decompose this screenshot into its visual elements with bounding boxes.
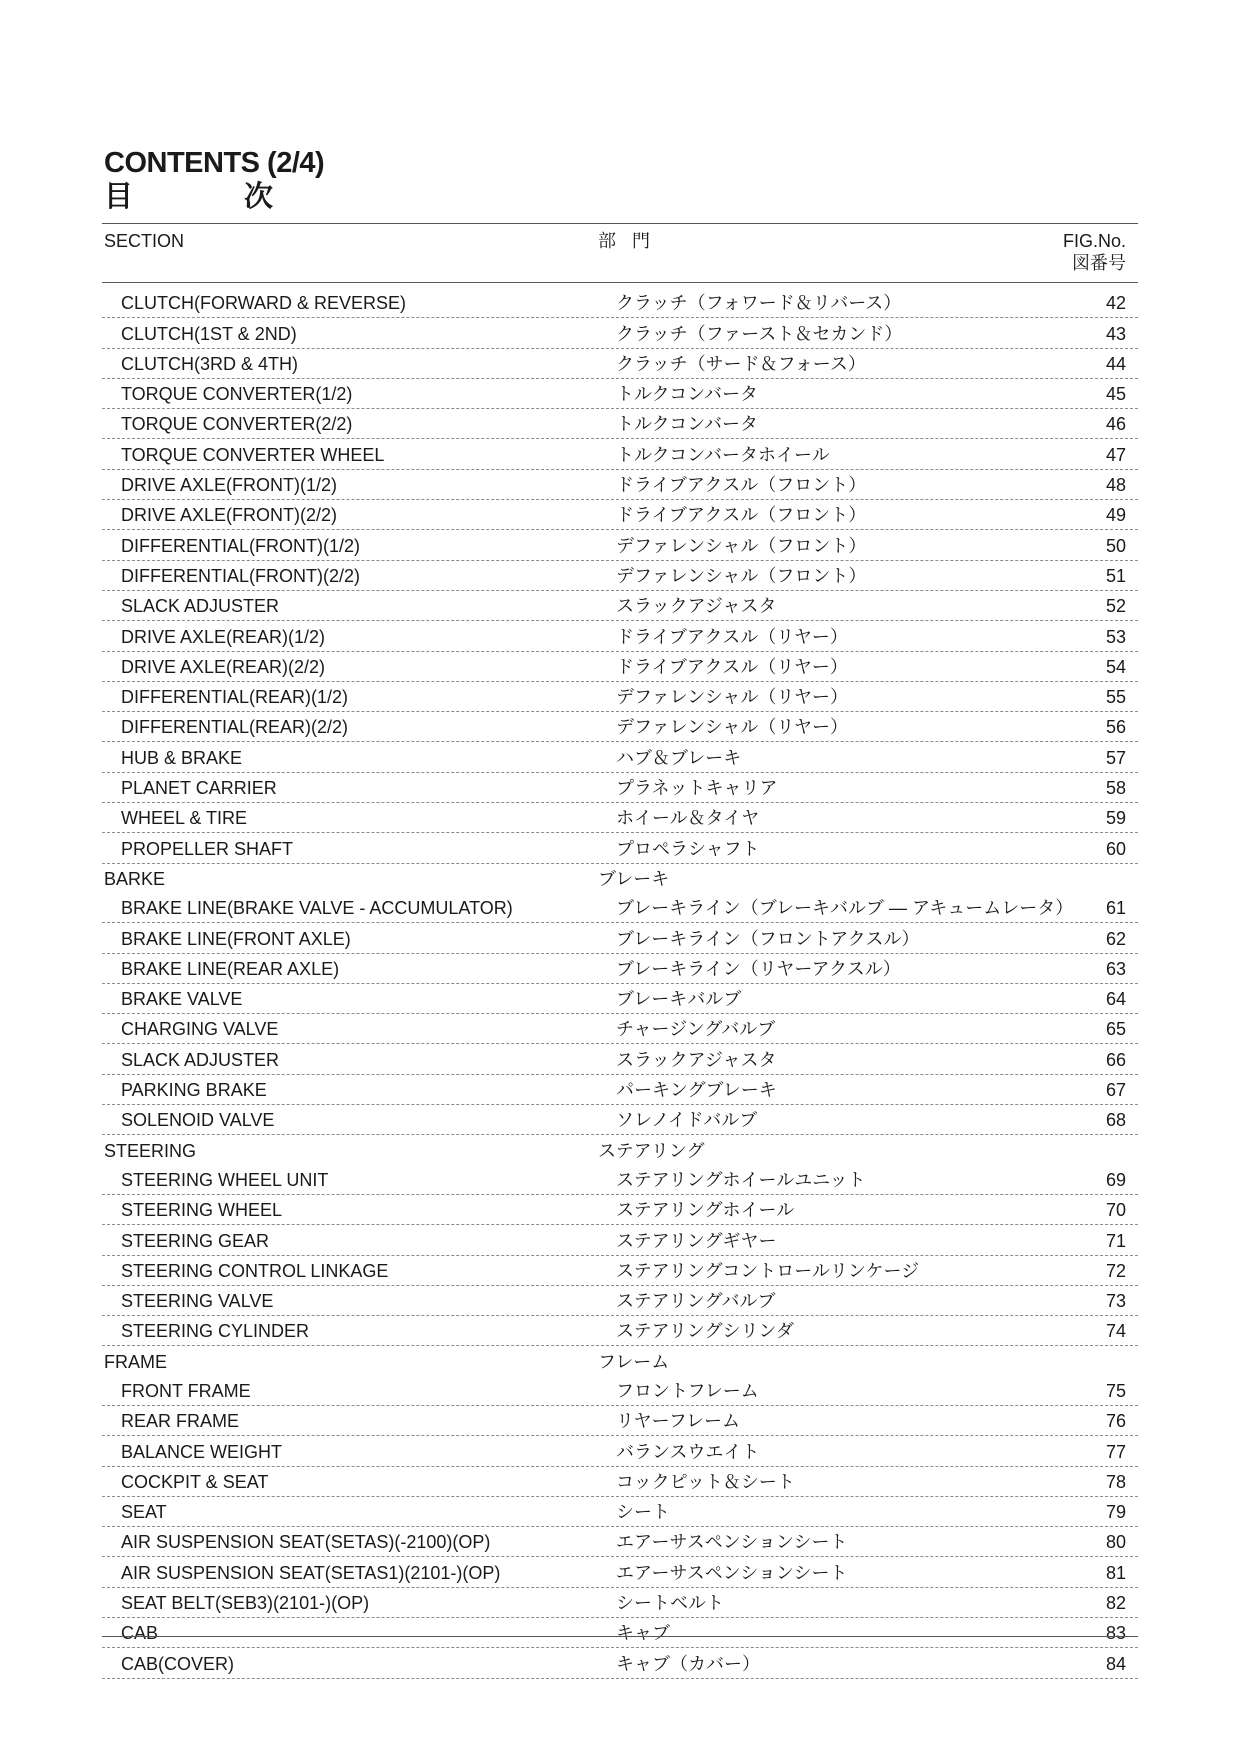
row-title-japanese: パーキングブレーキ <box>616 1080 777 1101</box>
row-fig-number: 49 <box>1105 505 1126 526</box>
row-title-english: CAB(COVER) <box>121 1653 235 1674</box>
row-title-english: DRIVE AXLE(REAR)(1/2) <box>121 626 326 647</box>
row-title-english: CHARGING VALVE <box>121 1019 279 1040</box>
row-title-japanese: ドライブアクスル（リヤー） <box>616 626 848 647</box>
row-title-english: AIR SUSPENSION SEAT(SETAS1)(2101-)(OP) <box>121 1562 501 1583</box>
row-title-english: BALANCE WEIGHT <box>121 1441 283 1462</box>
row-title-english: DRIVE AXLE(FRONT)(2/2) <box>121 505 338 526</box>
row-title-japanese: クラッチ（フォワード＆リバース） <box>616 293 902 314</box>
row-title-english: DIFFERENTIAL(REAR)(1/2) <box>121 687 349 708</box>
row-fig-number: 45 <box>1105 384 1126 405</box>
row-title-english: PROPELLER SHAFT <box>121 838 294 859</box>
contents-row <box>102 349 1138 379</box>
row-title-english: DRIVE AXLE(FRONT)(1/2) <box>121 475 338 496</box>
row-title-japanese: ホイール＆タイヤ <box>616 808 760 829</box>
row-title-english: BRAKE LINE(REAR AXLE) <box>121 958 340 979</box>
row-fig-number: 52 <box>1105 596 1126 617</box>
section-heading-row <box>102 864 1138 893</box>
row-title-english: DIFFERENTIAL(REAR)(2/2) <box>121 717 349 738</box>
row-title-japanese: エアーサスペンションシート <box>616 1562 848 1583</box>
contents-row <box>102 652 1138 682</box>
header-section: SECTION <box>104 231 185 251</box>
contents-row <box>102 682 1138 712</box>
row-fig-number: 72 <box>1105 1260 1126 1281</box>
contents-row <box>102 1588 1138 1618</box>
row-title-japanese: キャブ <box>616 1623 670 1644</box>
row-title-english: BRAKE LINE(BRAKE VALVE - ACCUMULATOR) <box>121 898 513 919</box>
contents-row <box>102 1286 1138 1316</box>
row-fig-number: 62 <box>1105 928 1126 949</box>
row-title-japanese: デファレンシャル（フロント） <box>616 535 867 556</box>
row-fig-number: 47 <box>1105 444 1126 465</box>
row-fig-number: 55 <box>1105 687 1126 708</box>
row-title-english: FRAME <box>104 1351 167 1372</box>
row-title-english: DIFFERENTIAL(FRONT)(1/2) <box>121 535 361 556</box>
row-fig-number: 53 <box>1105 626 1126 647</box>
page-title <box>104 146 384 214</box>
row-fig-number: 74 <box>1105 1321 1126 1342</box>
row-fig-number: 75 <box>1105 1380 1126 1401</box>
row-title-japanese: ステアリングバルブ <box>616 1291 776 1312</box>
row-title-english: DRIVE AXLE(REAR)(2/2) <box>121 656 326 677</box>
row-title-japanese: フロントフレーム <box>616 1380 759 1401</box>
row-title-japanese: リヤーフレーム <box>616 1411 741 1432</box>
row-fig-number: 43 <box>1105 323 1126 344</box>
contents-row <box>102 1165 1138 1195</box>
contents-row <box>102 1256 1138 1286</box>
row-fig-number: 79 <box>1105 1502 1126 1523</box>
contents-row <box>102 954 1138 984</box>
row-fig-number: 51 <box>1105 565 1126 586</box>
section-heading-row <box>102 1346 1138 1375</box>
contents-row <box>102 379 1138 409</box>
row-title-english: STEERING CONTROL LINKAGE <box>121 1260 389 1281</box>
contents-row <box>102 621 1138 651</box>
contents-row <box>102 893 1138 923</box>
row-title-japanese: トルクコンバータホイール <box>616 444 830 465</box>
row-title-japanese: プラネットキャリア <box>616 778 778 799</box>
row-fig-number: 70 <box>1105 1200 1126 1221</box>
header-bumon <box>598 230 666 252</box>
row-title-english: TORQUE CONVERTER(2/2) <box>121 414 353 435</box>
row-title-japanese: チャージングバルブ <box>616 1019 776 1040</box>
row-title-japanese: ドライブアクスル（リヤー） <box>616 656 848 677</box>
row-fig-number: 56 <box>1105 717 1126 738</box>
row-fig-number: 84 <box>1105 1653 1126 1674</box>
row-title-english: AIR SUSPENSION SEAT(SETAS)(-2100)(OP) <box>121 1532 491 1553</box>
row-fig-number: 78 <box>1105 1471 1126 1492</box>
contents-row <box>102 1376 1138 1406</box>
row-title-english: SLACK ADJUSTER <box>121 596 280 617</box>
row-fig-number: 50 <box>1105 535 1126 556</box>
contents-row <box>102 409 1138 439</box>
row-fig-number: 76 <box>1105 1411 1126 1432</box>
row-fig-number: 67 <box>1105 1080 1126 1101</box>
row-fig-number: 46 <box>1105 414 1126 435</box>
contents-row <box>102 500 1138 530</box>
row-title-japanese: トルクコンバータ <box>616 414 759 435</box>
row-title-japanese: ソレノイドバルブ <box>616 1110 758 1131</box>
row-title-japanese: ブレーキ <box>598 868 670 889</box>
row-title-japanese: シート <box>616 1502 670 1523</box>
contents-row <box>102 1527 1138 1557</box>
contents-row <box>102 530 1138 560</box>
row-title-japanese: ブレーキライン（フロントアクスル） <box>616 928 920 949</box>
row-fig-number: 82 <box>1105 1593 1126 1614</box>
contents-row <box>102 1316 1138 1346</box>
row-title-english: SEAT <box>121 1502 167 1523</box>
section-heading-row <box>102 1135 1138 1164</box>
row-title-japanese: バランスウエイト <box>616 1441 760 1462</box>
contents-row <box>102 1618 1138 1648</box>
contents-row <box>102 742 1138 772</box>
row-title-english: STEERING <box>104 1140 197 1161</box>
row-title-japanese: プロペラシャフト <box>616 838 760 859</box>
row-title-japanese: ステアリングホイール <box>616 1200 795 1221</box>
row-fig-number: 71 <box>1105 1230 1126 1251</box>
row-title-english: CLUTCH(FORWARD & REVERSE) <box>121 293 407 314</box>
row-fig-number: 59 <box>1105 808 1126 829</box>
row-title-japanese: スラックアジャスタ <box>616 596 777 617</box>
row-title-english: SLACK ADJUSTER <box>121 1049 280 1070</box>
row-title-english: TORQUE CONVERTER WHEEL <box>121 444 385 465</box>
row-title-english: PARKING BRAKE <box>121 1080 267 1101</box>
header-top-rule <box>102 223 1138 224</box>
row-fig-number: 73 <box>1105 1291 1126 1312</box>
contents-row <box>102 561 1138 591</box>
contents-list <box>102 288 1138 1679</box>
contents-row <box>102 1436 1138 1466</box>
row-title-japanese: エアーサスペンションシート <box>616 1532 848 1553</box>
header-bumon-char-1: 部 <box>598 231 618 251</box>
contents-row <box>102 318 1138 348</box>
row-title-japanese: ステアリングシリンダ <box>616 1321 794 1342</box>
title-japanese-char-2: 次 <box>244 181 274 213</box>
row-title-english: WHEEL & TIRE <box>121 808 248 829</box>
row-fig-number: 57 <box>1105 747 1126 768</box>
contents-row <box>102 1044 1138 1074</box>
row-title-english: STEERING CYLINDER <box>121 1321 310 1342</box>
row-title-japanese: ハブ＆ブレーキ <box>616 747 742 768</box>
row-title-japanese: ステアリングコントロールリンケージ <box>616 1260 920 1281</box>
row-title-english: FRONT FRAME <box>121 1380 251 1401</box>
row-fig-number: 65 <box>1105 1019 1126 1040</box>
row-title-english: TORQUE CONVERTER(1/2) <box>121 384 353 405</box>
contents-row <box>102 1225 1138 1255</box>
row-fig-number: 42 <box>1105 293 1126 314</box>
row-fig-number: 69 <box>1105 1169 1126 1190</box>
contents-row <box>102 833 1138 863</box>
row-fig-number: 68 <box>1105 1110 1126 1131</box>
row-title-english: STEERING WHEEL <box>121 1200 283 1221</box>
contents-row <box>102 1648 1138 1678</box>
row-title-english: STEERING GEAR <box>121 1230 270 1251</box>
row-title-english: COCKPIT & SEAT <box>121 1471 269 1492</box>
row-title-english: REAR FRAME <box>121 1411 240 1432</box>
row-fig-number: 64 <box>1105 989 1126 1010</box>
contents-row <box>102 803 1138 833</box>
row-title-english: STEERING WHEEL UNIT <box>121 1169 329 1190</box>
row-fig-number: 61 <box>1105 898 1126 919</box>
row-fig-number: 58 <box>1105 778 1126 799</box>
contents-row <box>102 1497 1138 1527</box>
contents-row <box>102 1105 1138 1135</box>
row-title-english: BRAKE VALVE <box>121 989 243 1010</box>
row-title-english: HUB & BRAKE <box>121 747 243 768</box>
row-title-english: PLANET CARRIER <box>121 778 277 799</box>
row-title-japanese: ブレーキライン（ブレーキバルブ ― アキュームレータ） <box>616 898 1074 919</box>
contents-row <box>102 288 1138 318</box>
contents-row <box>102 1557 1138 1587</box>
row-title-english: CLUTCH(1ST & 2ND) <box>121 323 297 344</box>
contents-row <box>102 923 1138 953</box>
contents-row <box>102 439 1138 469</box>
header-fig-no <box>1063 230 1126 274</box>
row-fig-number: 83 <box>1105 1623 1126 1644</box>
contents-row <box>102 1195 1138 1225</box>
row-title-english: STEERING VALVE <box>121 1291 274 1312</box>
row-fig-number: 77 <box>1105 1441 1126 1462</box>
row-title-japanese: デファレンシャル（フロント） <box>616 565 867 586</box>
row-title-japanese: シートベルト <box>616 1593 724 1614</box>
row-title-japanese: コックピット＆シート <box>616 1471 795 1492</box>
title-japanese <box>104 180 384 214</box>
contents-row <box>102 470 1138 500</box>
contents-row <box>102 984 1138 1014</box>
header-fig-no-en: FIG.No. <box>1062 231 1126 251</box>
contents-row <box>102 1014 1138 1044</box>
row-fig-number: 54 <box>1105 656 1126 677</box>
header-bottom-rule <box>102 282 1138 283</box>
row-fig-number: 44 <box>1105 353 1126 374</box>
row-title-japanese: ブレーキライン（リヤーアクスル） <box>616 958 901 979</box>
row-fig-number: 63 <box>1105 958 1126 979</box>
footer-rule <box>102 1636 1138 1637</box>
row-title-english: BARKE <box>104 868 166 889</box>
row-title-japanese: ステアリングギヤー <box>616 1230 777 1251</box>
row-title-japanese: スラックアジャスタ <box>616 1049 777 1070</box>
row-title-japanese: ドライブアクスル（フロント） <box>616 505 867 526</box>
row-title-english: DIFFERENTIAL(FRONT)(2/2) <box>121 565 361 586</box>
header-fig-no-ja: 図番号 <box>1072 253 1126 273</box>
row-title-japanese: ステアリングホイールユニット <box>616 1169 866 1190</box>
row-title-english: SEAT BELT(SEB3)(2101-)(OP) <box>121 1593 370 1614</box>
contents-row <box>102 773 1138 803</box>
contents-row <box>102 712 1138 742</box>
row-fig-number: 60 <box>1105 838 1126 859</box>
contents-row <box>102 1406 1138 1436</box>
row-title-japanese: ドライブアクスル（フロント） <box>616 475 867 496</box>
row-fig-number: 81 <box>1105 1562 1126 1583</box>
row-title-japanese: フレーム <box>598 1351 670 1372</box>
row-fig-number: 66 <box>1105 1049 1126 1070</box>
row-title-japanese: ステアリング <box>598 1140 705 1161</box>
row-title-japanese: ブレーキバルブ <box>616 989 742 1010</box>
title-japanese-char-1: 目 <box>104 181 134 213</box>
contents-row <box>102 1467 1138 1497</box>
row-title-japanese: デファレンシャル（リヤー） <box>616 687 849 708</box>
row-title-english: SOLENOID VALVE <box>121 1110 275 1131</box>
row-title-japanese: クラッチ（ファースト＆セカンド） <box>616 323 903 344</box>
row-title-english: BRAKE LINE(FRONT AXLE) <box>121 928 351 949</box>
row-fig-number: 48 <box>1105 475 1126 496</box>
row-title-japanese: デファレンシャル（リヤー） <box>616 717 849 738</box>
row-title-japanese: キャブ（カバー） <box>616 1653 760 1674</box>
contents-row <box>102 591 1138 621</box>
row-title-english: CLUTCH(3RD & 4TH) <box>121 353 299 374</box>
row-title-english: CAB <box>121 1623 159 1644</box>
title-english: CONTENTS (2/4) <box>104 147 325 179</box>
header-bumon-char-2: 門 <box>632 231 652 251</box>
row-title-japanese: クラッチ（サード＆フォース） <box>616 353 866 374</box>
contents-row <box>102 1075 1138 1105</box>
row-fig-number: 80 <box>1105 1532 1126 1553</box>
row-title-japanese: トルクコンバータ <box>616 384 759 405</box>
